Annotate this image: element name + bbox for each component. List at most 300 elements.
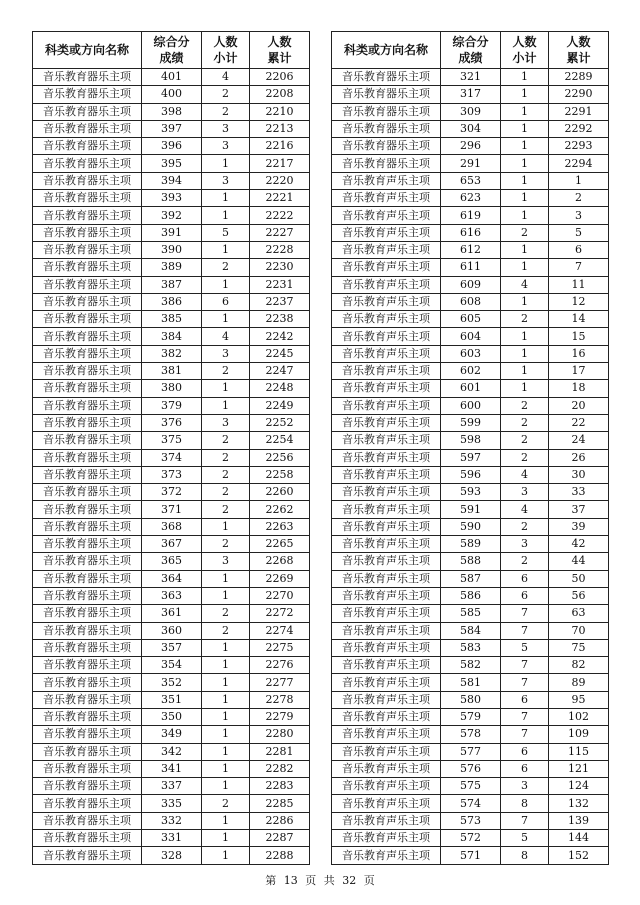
cell-name: 音乐教育器乐主项: [33, 414, 142, 431]
cell-count: 3: [202, 120, 250, 137]
cell-count: 2: [501, 224, 549, 241]
cell-cumulative: 2282: [250, 760, 310, 777]
page-number: 13: [283, 874, 298, 887]
cell-score: 612: [441, 241, 501, 258]
cell-name: 音乐教育器乐主项: [33, 259, 142, 276]
cell-cumulative: 2208: [250, 86, 310, 103]
table-row: [332, 639, 609, 656]
cell-cumulative: 2249: [250, 397, 310, 414]
cell-score: 596: [441, 466, 501, 483]
cell-cumulative: 1: [549, 172, 609, 189]
cell-count: 1: [501, 293, 549, 310]
cell-count: 1: [501, 190, 549, 207]
cell-cumulative: 115: [549, 743, 609, 760]
cell-score: 573: [441, 812, 501, 829]
cell-name: 音乐教育器乐主项: [33, 120, 142, 137]
cell-cumulative: 20: [549, 397, 609, 414]
cell-cumulative: 2213: [250, 120, 310, 137]
cell-score: 589: [441, 536, 501, 553]
cell-count: 1: [501, 155, 549, 172]
cell-cumulative: 44: [549, 553, 609, 570]
table-row: [33, 432, 310, 449]
cell-cumulative: 2238: [250, 311, 310, 328]
cell-name: 音乐教育器乐主项: [332, 120, 441, 137]
cell-count: 6: [501, 743, 549, 760]
cell-score: 373: [142, 466, 202, 483]
cell-name: 音乐教育器乐主项: [33, 207, 142, 224]
table-row: [332, 501, 609, 518]
cell-score: 401: [142, 69, 202, 86]
cell-name: 音乐教育器乐主项: [33, 830, 142, 847]
cell-count: 1: [202, 518, 250, 535]
cell-name: 音乐教育器乐主项: [33, 276, 142, 293]
cell-cumulative: 2275: [250, 639, 310, 656]
table-row: [332, 449, 609, 466]
table-row: [332, 691, 609, 708]
cell-count: 1: [202, 190, 250, 207]
cell-cumulative: 2247: [250, 363, 310, 380]
table-row: [332, 778, 609, 795]
cell-score: 375: [142, 432, 202, 449]
cell-count: 7: [501, 726, 549, 743]
cell-count: 1: [202, 708, 250, 725]
cell-score: 391: [142, 224, 202, 241]
cell-cumulative: 16: [549, 345, 609, 362]
cell-cumulative: 2248: [250, 380, 310, 397]
cell-count: 2: [202, 536, 250, 553]
cell-cumulative: 75: [549, 639, 609, 656]
table-row: [332, 259, 609, 276]
cell-count: 3: [501, 778, 549, 795]
cell-name: 音乐教育声乐主项: [332, 276, 441, 293]
cell-cumulative: 95: [549, 691, 609, 708]
table-row: [33, 241, 310, 258]
cell-score: 385: [142, 311, 202, 328]
cell-name: 音乐教育声乐主项: [332, 241, 441, 258]
table-row: [332, 743, 609, 760]
cell-score: 395: [142, 155, 202, 172]
table-row: [332, 328, 609, 345]
cell-name: 音乐教育器乐主项: [33, 726, 142, 743]
cell-count: 1: [202, 155, 250, 172]
cell-cumulative: 2262: [250, 501, 310, 518]
cell-cumulative: 2254: [250, 432, 310, 449]
cell-cumulative: 2221: [250, 190, 310, 207]
cell-name: 音乐教育声乐主项: [332, 639, 441, 656]
cell-cumulative: 50: [549, 570, 609, 587]
cell-score: 587: [441, 570, 501, 587]
table-row: [332, 726, 609, 743]
cell-name: 音乐教育声乐主项: [332, 553, 441, 570]
cell-count: 5: [501, 639, 549, 656]
cell-score: 296: [441, 138, 501, 155]
cell-cumulative: 2292: [549, 120, 609, 137]
table-row: [332, 69, 609, 86]
cell-cumulative: 2283: [250, 778, 310, 795]
cell-name: 音乐教育器乐主项: [33, 103, 142, 120]
table-row: [332, 345, 609, 362]
cell-score: 585: [441, 605, 501, 622]
cell-count: 1: [501, 86, 549, 103]
cell-name: 音乐教育声乐主项: [332, 708, 441, 725]
cell-score: 578: [441, 726, 501, 743]
cell-count: 2: [202, 501, 250, 518]
header-score: 综合分 成绩: [441, 32, 501, 69]
table-row: [33, 207, 310, 224]
cell-count: 1: [202, 674, 250, 691]
cell-score: 398: [142, 103, 202, 120]
cell-score: 376: [142, 414, 202, 431]
cell-count: 1: [202, 241, 250, 258]
table-row: [33, 674, 310, 691]
cell-name: 音乐教育器乐主项: [33, 86, 142, 103]
table-row: [332, 847, 609, 864]
cell-count: 1: [501, 103, 549, 120]
cell-name: 音乐教育声乐主项: [332, 743, 441, 760]
cell-count: 1: [202, 570, 250, 587]
cell-cumulative: 30: [549, 466, 609, 483]
cell-name: 音乐教育声乐主项: [332, 380, 441, 397]
table-row: [332, 155, 609, 172]
footer-page-word: 页: [305, 874, 317, 887]
cell-count: 2: [501, 432, 549, 449]
table-row: [332, 708, 609, 725]
cell-score: 351: [142, 691, 202, 708]
cell-cumulative: 2: [549, 190, 609, 207]
cell-score: 604: [441, 328, 501, 345]
cell-name: 音乐教育器乐主项: [33, 691, 142, 708]
cell-count: 7: [501, 657, 549, 674]
cell-score: 392: [142, 207, 202, 224]
cell-cumulative: 42: [549, 536, 609, 553]
table-row: [332, 622, 609, 639]
cell-cumulative: 124: [549, 778, 609, 795]
table-row: [332, 466, 609, 483]
cell-name: 音乐教育器乐主项: [332, 155, 441, 172]
cell-name: 音乐教育声乐主项: [332, 691, 441, 708]
header-count: 人数 小计: [501, 32, 549, 69]
cell-cumulative: 2216: [250, 138, 310, 155]
cell-name: 音乐教育声乐主项: [332, 363, 441, 380]
cell-count: 8: [501, 795, 549, 812]
cell-cumulative: 2289: [549, 69, 609, 86]
cell-count: 3: [202, 138, 250, 155]
table-row: [332, 432, 609, 449]
footer-suffix: 页: [363, 874, 375, 887]
cell-score: 350: [142, 708, 202, 725]
table-row: [33, 518, 310, 535]
cell-count: 4: [202, 328, 250, 345]
table-row: [33, 657, 310, 674]
cell-cumulative: 2263: [250, 518, 310, 535]
cell-score: 372: [142, 484, 202, 501]
cell-cumulative: 2274: [250, 622, 310, 639]
cell-name: 音乐教育器乐主项: [33, 380, 142, 397]
cell-name: 音乐教育器乐主项: [33, 536, 142, 553]
cell-cumulative: 2277: [250, 674, 310, 691]
table-header-row: [33, 32, 310, 69]
table-row: [332, 397, 609, 414]
cell-score: 586: [441, 587, 501, 604]
cell-cumulative: 2288: [250, 847, 310, 864]
table-row: [332, 207, 609, 224]
header-score: 综合分 成绩: [142, 32, 202, 69]
cell-count: 7: [501, 812, 549, 829]
table-row: [332, 760, 609, 777]
table-row: [33, 293, 310, 310]
cell-score: 363: [142, 587, 202, 604]
cell-cumulative: 22: [549, 414, 609, 431]
cell-name: 音乐教育器乐主项: [332, 103, 441, 120]
cell-name: 音乐教育器乐主项: [332, 69, 441, 86]
cell-count: 1: [202, 207, 250, 224]
cell-cumulative: 2269: [250, 570, 310, 587]
cell-score: 341: [142, 760, 202, 777]
cell-name: 音乐教育器乐主项: [33, 328, 142, 345]
cell-score: 331: [142, 830, 202, 847]
cell-name: 音乐教育声乐主项: [332, 190, 441, 207]
cell-score: 588: [441, 553, 501, 570]
cell-count: 2: [202, 86, 250, 103]
cell-count: 2: [501, 397, 549, 414]
cell-cumulative: 2286: [250, 812, 310, 829]
cell-name: 音乐教育声乐主项: [332, 760, 441, 777]
table-row: [332, 812, 609, 829]
cell-score: 309: [441, 103, 501, 120]
cell-name: 音乐教育声乐主项: [332, 830, 441, 847]
cell-count: 6: [501, 760, 549, 777]
cell-count: 6: [501, 570, 549, 587]
cell-score: 360: [142, 622, 202, 639]
cell-cumulative: 18: [549, 380, 609, 397]
table-body-right: [332, 69, 609, 865]
cell-cumulative: 2231: [250, 276, 310, 293]
cell-name: 音乐教育器乐主项: [332, 86, 441, 103]
table-row: [332, 553, 609, 570]
cell-name: 音乐教育声乐主项: [332, 536, 441, 553]
table-row: [33, 830, 310, 847]
cell-cumulative: 2258: [250, 466, 310, 483]
cell-score: 349: [142, 726, 202, 743]
cell-name: 音乐教育声乐主项: [332, 587, 441, 604]
cell-score: 608: [441, 293, 501, 310]
table-row: [332, 293, 609, 310]
cell-score: 387: [142, 276, 202, 293]
cell-score: 365: [142, 553, 202, 570]
cell-cumulative: 2291: [549, 103, 609, 120]
table-row: [332, 311, 609, 328]
cell-cumulative: 6: [549, 241, 609, 258]
table-row: [33, 484, 310, 501]
cell-count: 6: [501, 691, 549, 708]
cell-name: 音乐教育声乐主项: [332, 657, 441, 674]
cell-score: 337: [142, 778, 202, 795]
table-row: [33, 190, 310, 207]
header-count: 人数 小计: [202, 32, 250, 69]
cell-name: 音乐教育器乐主项: [33, 553, 142, 570]
table-row: [33, 86, 310, 103]
cell-score: 291: [441, 155, 501, 172]
cell-cumulative: 102: [549, 708, 609, 725]
cell-count: 1: [202, 397, 250, 414]
table-row: [33, 622, 310, 639]
cell-score: 579: [441, 708, 501, 725]
cell-cumulative: 139: [549, 812, 609, 829]
cell-cumulative: 2210: [250, 103, 310, 120]
table-row: [33, 363, 310, 380]
cell-name: 音乐教育器乐主项: [33, 847, 142, 864]
cell-score: 389: [142, 259, 202, 276]
table-row: [33, 795, 310, 812]
table-row: [33, 639, 310, 656]
cell-count: 2: [202, 795, 250, 812]
cell-count: 1: [202, 691, 250, 708]
cell-score: 364: [142, 570, 202, 587]
cell-name: 音乐教育器乐主项: [33, 778, 142, 795]
table-row: [33, 708, 310, 725]
cell-cumulative: 26: [549, 449, 609, 466]
cell-score: 611: [441, 259, 501, 276]
cell-score: 400: [142, 86, 202, 103]
cell-name: 音乐教育器乐主项: [33, 172, 142, 189]
cell-count: 4: [501, 501, 549, 518]
cell-count: 5: [501, 830, 549, 847]
cell-name: 音乐教育声乐主项: [332, 778, 441, 795]
cell-score: 583: [441, 639, 501, 656]
cell-score: 600: [441, 397, 501, 414]
cell-score: 396: [142, 138, 202, 155]
table-row: [33, 224, 310, 241]
cell-cumulative: 14: [549, 311, 609, 328]
cell-name: 音乐教育器乐主项: [33, 363, 142, 380]
cell-count: 1: [202, 778, 250, 795]
table-row: [332, 120, 609, 137]
cell-cumulative: 2294: [549, 155, 609, 172]
cell-count: 7: [501, 605, 549, 622]
table-row: [332, 830, 609, 847]
cell-count: 2: [202, 449, 250, 466]
cell-cumulative: 5: [549, 224, 609, 241]
cell-name: 音乐教育声乐主项: [332, 293, 441, 310]
cell-score: 574: [441, 795, 501, 812]
header-cumulative: 人数 累计: [549, 32, 609, 69]
table-row: [33, 847, 310, 864]
cell-count: 6: [501, 587, 549, 604]
cell-count: 2: [202, 363, 250, 380]
cell-score: 591: [441, 501, 501, 518]
table-row: [332, 276, 609, 293]
table-row: [33, 760, 310, 777]
cell-score: 335: [142, 795, 202, 812]
cell-count: 1: [202, 847, 250, 864]
cell-cumulative: 2242: [250, 328, 310, 345]
cell-name: 音乐教育声乐主项: [332, 484, 441, 501]
cell-count: 1: [202, 380, 250, 397]
table-row: [332, 657, 609, 674]
cell-count: 1: [501, 380, 549, 397]
table-row: [33, 155, 310, 172]
cell-name: 音乐教育器乐主项: [33, 311, 142, 328]
cell-score: 580: [441, 691, 501, 708]
cell-count: 2: [202, 466, 250, 483]
cell-count: 2: [202, 605, 250, 622]
cell-count: 1: [202, 276, 250, 293]
cell-name: 音乐教育器乐主项: [33, 155, 142, 172]
table-row: [33, 259, 310, 276]
cell-score: 590: [441, 518, 501, 535]
cell-name: 音乐教育器乐主项: [33, 190, 142, 207]
cell-name: 音乐教育器乐主项: [33, 622, 142, 639]
page-total: 32: [342, 874, 357, 887]
cell-name: 音乐教育声乐主项: [332, 259, 441, 276]
cell-name: 音乐教育器乐主项: [33, 484, 142, 501]
header-name: 科类或方向名称: [332, 32, 441, 69]
cell-cumulative: 37: [549, 501, 609, 518]
table-row: [332, 224, 609, 241]
cell-cumulative: 121: [549, 760, 609, 777]
cell-name: 音乐教育器乐主项: [33, 518, 142, 535]
cell-score: 599: [441, 414, 501, 431]
cell-score: 381: [142, 363, 202, 380]
table-body-left: [33, 69, 310, 865]
cell-score: 304: [441, 120, 501, 137]
cell-score: 577: [441, 743, 501, 760]
cell-cumulative: 2270: [250, 587, 310, 604]
cell-name: 音乐教育器乐主项: [33, 241, 142, 258]
cell-cumulative: 2230: [250, 259, 310, 276]
table-row: [332, 363, 609, 380]
cell-score: 584: [441, 622, 501, 639]
cell-score: 354: [142, 657, 202, 674]
cell-count: 3: [501, 484, 549, 501]
cell-name: 音乐教育声乐主项: [332, 622, 441, 639]
table-row: [33, 397, 310, 414]
cell-count: 2: [501, 553, 549, 570]
cell-score: 384: [142, 328, 202, 345]
cell-count: 1: [501, 138, 549, 155]
cell-score: 393: [142, 190, 202, 207]
cell-cumulative: 2287: [250, 830, 310, 847]
cell-count: 4: [202, 69, 250, 86]
cell-count: 3: [202, 345, 250, 362]
table-row: [33, 726, 310, 743]
cell-name: 音乐教育声乐主项: [332, 570, 441, 587]
cell-count: 1: [501, 259, 549, 276]
cell-name: 音乐教育器乐主项: [33, 432, 142, 449]
cell-name: 音乐教育器乐主项: [33, 138, 142, 155]
table-row: [33, 570, 310, 587]
cell-count: 1: [501, 363, 549, 380]
table-row: [33, 380, 310, 397]
cell-count: 1: [501, 345, 549, 362]
cell-cumulative: 39: [549, 518, 609, 535]
cell-cumulative: 2206: [250, 69, 310, 86]
cell-count: 5: [202, 224, 250, 241]
cell-name: 音乐教育声乐主项: [332, 397, 441, 414]
cell-count: 8: [501, 847, 549, 864]
cell-cumulative: 2245: [250, 345, 310, 362]
table-row: [33, 587, 310, 604]
cell-score: 571: [441, 847, 501, 864]
cell-cumulative: 89: [549, 674, 609, 691]
cell-name: 音乐教育器乐主项: [33, 795, 142, 812]
cell-name: 音乐教育声乐主项: [332, 311, 441, 328]
cell-cumulative: 2278: [250, 691, 310, 708]
cell-score: 379: [142, 397, 202, 414]
cell-count: 3: [202, 172, 250, 189]
cell-score: 321: [441, 69, 501, 86]
cell-cumulative: 2276: [250, 657, 310, 674]
